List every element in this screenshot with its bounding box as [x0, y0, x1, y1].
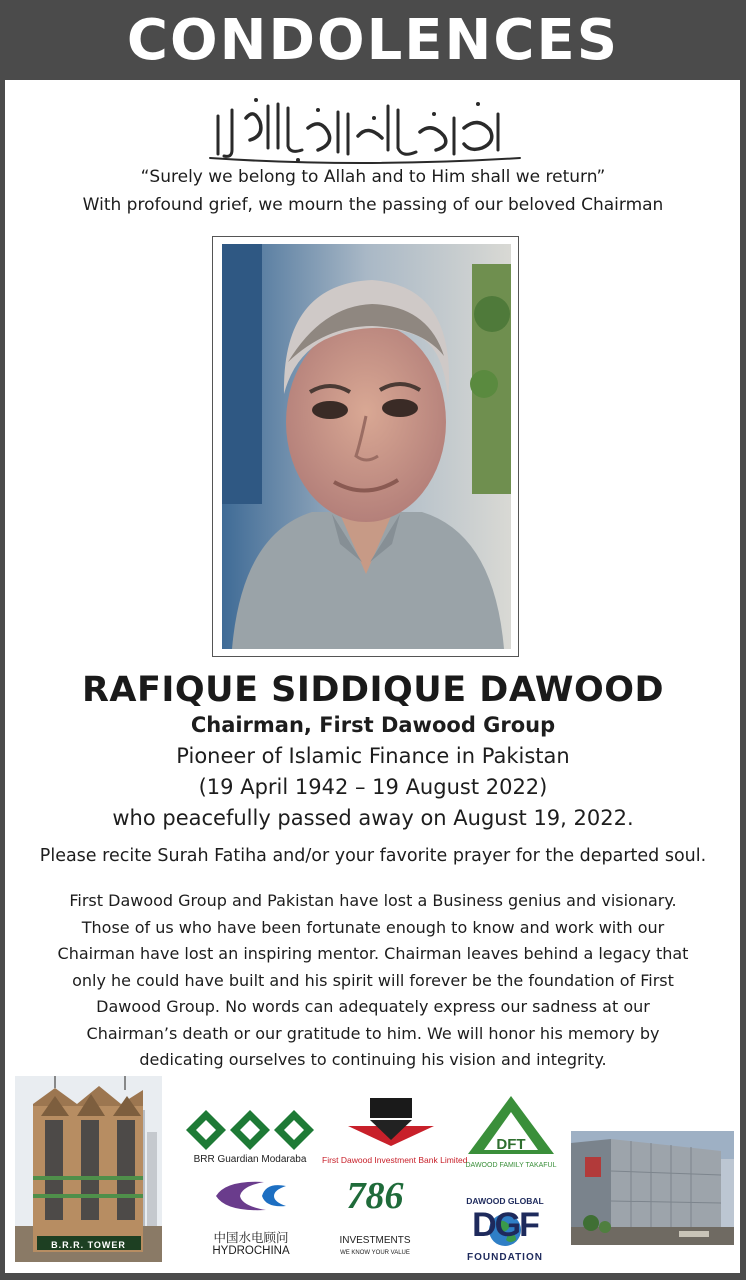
fdibl-name: First Dawood Investment Bank Limited — [322, 1155, 468, 1165]
life-dates: (19 April 1942 – 19 August 2022) — [198, 775, 548, 799]
dgf-top-text: DAWOOD GLOBAL — [466, 1196, 544, 1206]
tribute-line: Chairman have lost an inspiring mentor. Chairman leaves behind a legacy that — [57, 944, 689, 963]
dft-logo — [464, 1094, 558, 1176]
tribute-line: Dawood Group. No words can adequately express our sadness at our — [96, 997, 650, 1016]
brr-guardian-logo — [184, 1108, 316, 1170]
hydrochina-chinese-name: 中国水电顾问 — [213, 1231, 289, 1245]
verse-translation: “Surely we belong to Allah and to Him shall we return” — [140, 167, 606, 187]
brr-diamond-icon — [184, 1108, 316, 1150]
fdibl-logo — [322, 1094, 468, 1168]
tribute-line: Those of us who have been fortunate enough to know and work with our — [81, 917, 665, 937]
tribute-line: Chairman’s death or our gratitude to him. We will honor his memory by — [86, 1023, 660, 1043]
dgf-mark: DGF — [472, 1206, 538, 1244]
portrait-photo — [212, 236, 519, 657]
brr-guardian-name: BRR Guardian Modaraba — [193, 1154, 307, 1165]
deceased-title: Chairman, First Dawood Group — [190, 713, 556, 737]
office-building-photo — [571, 1131, 734, 1245]
prayer-request: Please recite Surah Fatiha and/or your favorite prayer for the departed soul. — [39, 846, 707, 866]
dft-mark: DFT — [496, 1136, 526, 1153]
arabic-calligraphy-image — [198, 88, 530, 168]
786-investments-logo — [332, 1174, 418, 1264]
brr-tower-photo — [15, 1076, 162, 1262]
portrait-image — [222, 244, 511, 649]
deceased-name: RAFIQUE SIDDIQUE DAWOOD — [81, 670, 665, 710]
786-tagline: WE KNOW YOUR VALUE — [340, 1250, 410, 1256]
hydrochina-swoosh-icon — [206, 1178, 296, 1214]
fdibl-emblem-icon — [322, 1094, 460, 1152]
tribute-message — [28, 888, 718, 1074]
tribute-line: dedicating ourselves to continuing his vision and integrity. — [139, 1050, 607, 1069]
hydrochina-name: HYDROCHINA — [212, 1245, 290, 1257]
dgf-logo — [458, 1196, 552, 1266]
tribute-line: only he could have built and his spirit will forever be the foundation of First — [72, 970, 674, 990]
tribute-line: First Dawood Group and Pakistan have lost a Business genius and visionary. — [69, 891, 677, 910]
dft-name: DAWOOD FAMILY TAKAFUL — [465, 1162, 557, 1169]
786-investments-name: INVESTMENTS — [339, 1235, 411, 1246]
hydrochina-logo — [206, 1178, 296, 1264]
brr-tower-sign: B.R.R. TOWER — [51, 1240, 126, 1250]
header-bar — [0, 0, 746, 80]
deceased-tagline: Pioneer of Islamic Finance in Pakistan — [176, 744, 570, 768]
announcement-text: With profound grief, we mourn the passing of our beloved Chairman — [82, 195, 664, 215]
786-mark: 786 — [346, 1175, 404, 1217]
passing-date: who peacefully passed away on August 19, 2022. — [112, 806, 634, 830]
page-title: CONDOLENCES — [126, 7, 620, 73]
dgf-bottom-text: FOUNDATION — [467, 1252, 543, 1263]
